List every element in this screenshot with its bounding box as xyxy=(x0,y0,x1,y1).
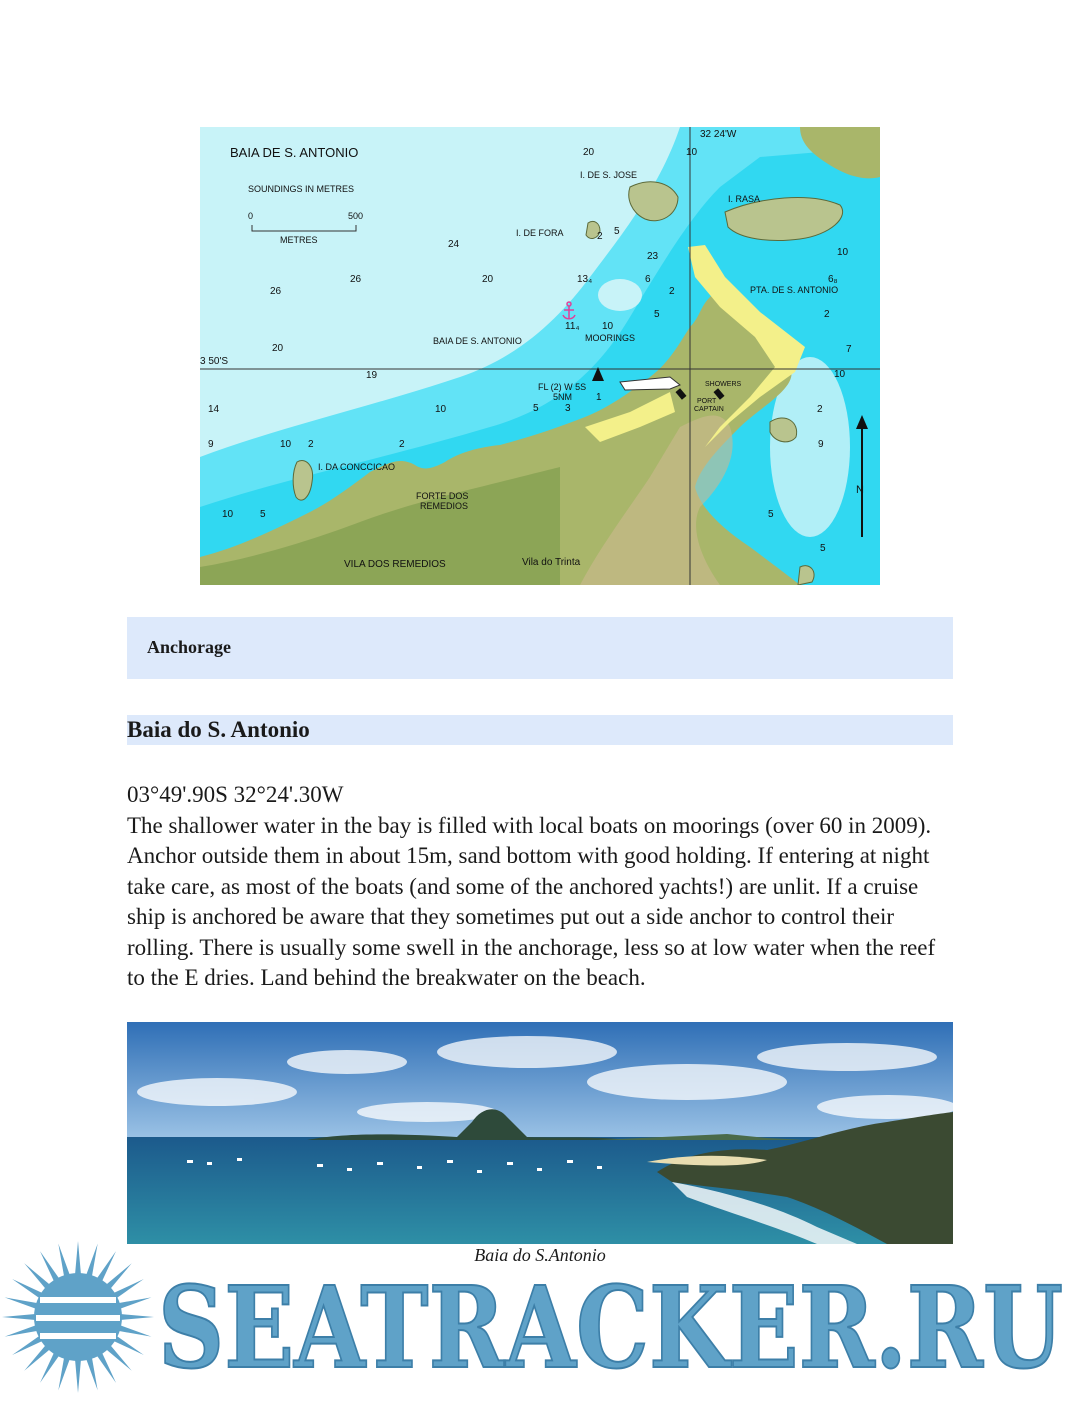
sounding: 5 xyxy=(614,226,620,237)
photo-caption: Baia do S.Antonio xyxy=(474,1245,606,1265)
scale-end: 500 xyxy=(348,211,364,221)
watermark-text: SEATRACKER.RU xyxy=(158,1263,1063,1394)
sounding: 2 xyxy=(399,439,405,450)
sounding: 10 xyxy=(602,321,614,332)
north-label: N xyxy=(856,484,864,496)
sun-ray xyxy=(75,1241,81,1277)
label-light: FL (2) W 5S xyxy=(538,382,587,392)
anchorage-label: Anchorage xyxy=(147,637,231,657)
sun-logo-icon xyxy=(2,1241,154,1393)
chart-title: BAIA DE S. ANTONIO xyxy=(230,145,359,160)
scale-caption: SOUNDINGS IN METRES xyxy=(248,184,355,194)
sun-ray xyxy=(118,1314,154,1320)
label-vila-trinta: Vila do Trinta xyxy=(522,557,581,568)
sun-ray xyxy=(2,1314,38,1320)
sounding: 2 xyxy=(308,439,314,450)
sounding: 19 xyxy=(366,370,378,381)
scale-start: 0 xyxy=(248,211,254,221)
label-sao-jose: I. DE S. JOSE xyxy=(580,170,638,180)
label-light-range: 5NM xyxy=(553,392,573,402)
sounding: 10 xyxy=(222,509,234,520)
label-captain: CAPTAIN xyxy=(694,406,724,413)
sounding: 10 xyxy=(686,147,698,158)
description-paragraph: The shallower water in the bay is filled with local boats on moorings (over 60 in 2009). Anchor outside them in about 15m, sand bottom with good holding. If entering at night take care, as most of the boats (and some of the anchored yachts!) are unlit. If a cruise ship is anchored be aware that they sometimes put out a side anchor to control their rolling. There is usually some swell in the anchorage, less so at low water when the reef to the E dries. Land behind the breakwater on the beach. xyxy=(127,813,936,991)
deep-pocket xyxy=(598,279,642,311)
section-header xyxy=(127,715,953,745)
longitude-label: 32 24'W xyxy=(700,129,737,140)
label-baia: BAIA DE S. ANTONIO xyxy=(433,336,522,346)
sounding: 20 xyxy=(482,274,494,285)
sounding: 2 xyxy=(817,404,823,415)
label-ponta: PTA. DE S. ANTONIO xyxy=(750,285,839,295)
sounding: 9 xyxy=(208,439,214,450)
sun-ray xyxy=(75,1357,81,1393)
coordinates: 03°49'.90S 32°24'.30W xyxy=(127,782,344,807)
sounding: 7 xyxy=(846,344,852,355)
label-port: PORT xyxy=(697,398,717,405)
label-fora: I. DE FORA xyxy=(516,228,564,238)
sounding: 2 xyxy=(597,231,603,242)
label-moorings: MOORINGS xyxy=(585,333,636,343)
sounding: 10 xyxy=(834,369,846,380)
label-conceicao: I. DA CONCCICAO xyxy=(318,462,396,472)
latitude-label: 3 50'S xyxy=(200,356,229,367)
nautical-chart xyxy=(200,127,880,585)
sounding: 1 xyxy=(596,392,602,403)
chart-svg xyxy=(200,127,880,585)
sounding: 6 xyxy=(645,274,651,285)
sounding: 5 xyxy=(768,509,774,520)
sounding: 13₄ xyxy=(577,274,593,285)
rock xyxy=(770,418,797,442)
sounding: 24 xyxy=(448,239,460,250)
sounding: 26 xyxy=(270,286,282,297)
section-title: Baia do S. Antonio xyxy=(127,717,310,742)
sounding: 2 xyxy=(669,286,675,297)
label-vila-remedios: VILA DOS REMEDIOS xyxy=(344,559,446,570)
watermark-svg xyxy=(0,1237,1080,1397)
sounding: 5 xyxy=(533,403,539,414)
photo-svg xyxy=(127,1022,953,1244)
label-showers: SHOWERS xyxy=(705,381,742,388)
scale-unit: METRES xyxy=(280,235,318,245)
sounding: 5 xyxy=(820,543,826,554)
sounding: 10 xyxy=(280,439,292,450)
label-forte-1: FORTE DOS xyxy=(416,491,469,501)
sounding: 5 xyxy=(260,509,266,520)
sounding: 10 xyxy=(837,247,849,258)
sounding: 10 xyxy=(435,404,447,415)
sounding: 23 xyxy=(647,251,659,262)
watermark xyxy=(0,1237,1080,1397)
sounding: 26 xyxy=(350,274,362,285)
anchorage-band xyxy=(127,617,953,679)
label-forte-2: REMEDIOS xyxy=(420,501,469,511)
bay-photo xyxy=(127,1022,953,1244)
sounding: 9 xyxy=(818,439,824,450)
sounding: 2 xyxy=(824,309,830,320)
sounding: 3 xyxy=(565,403,571,414)
sounding: 5 xyxy=(654,309,660,320)
sounding: 11₄ xyxy=(565,321,580,332)
sounding: 6₈ xyxy=(828,274,838,285)
sounding: 20 xyxy=(583,147,595,158)
label-rasa: I. RASA xyxy=(728,194,761,204)
sounding: 14 xyxy=(208,404,220,415)
sounding: 20 xyxy=(272,343,284,354)
rock xyxy=(798,566,814,585)
